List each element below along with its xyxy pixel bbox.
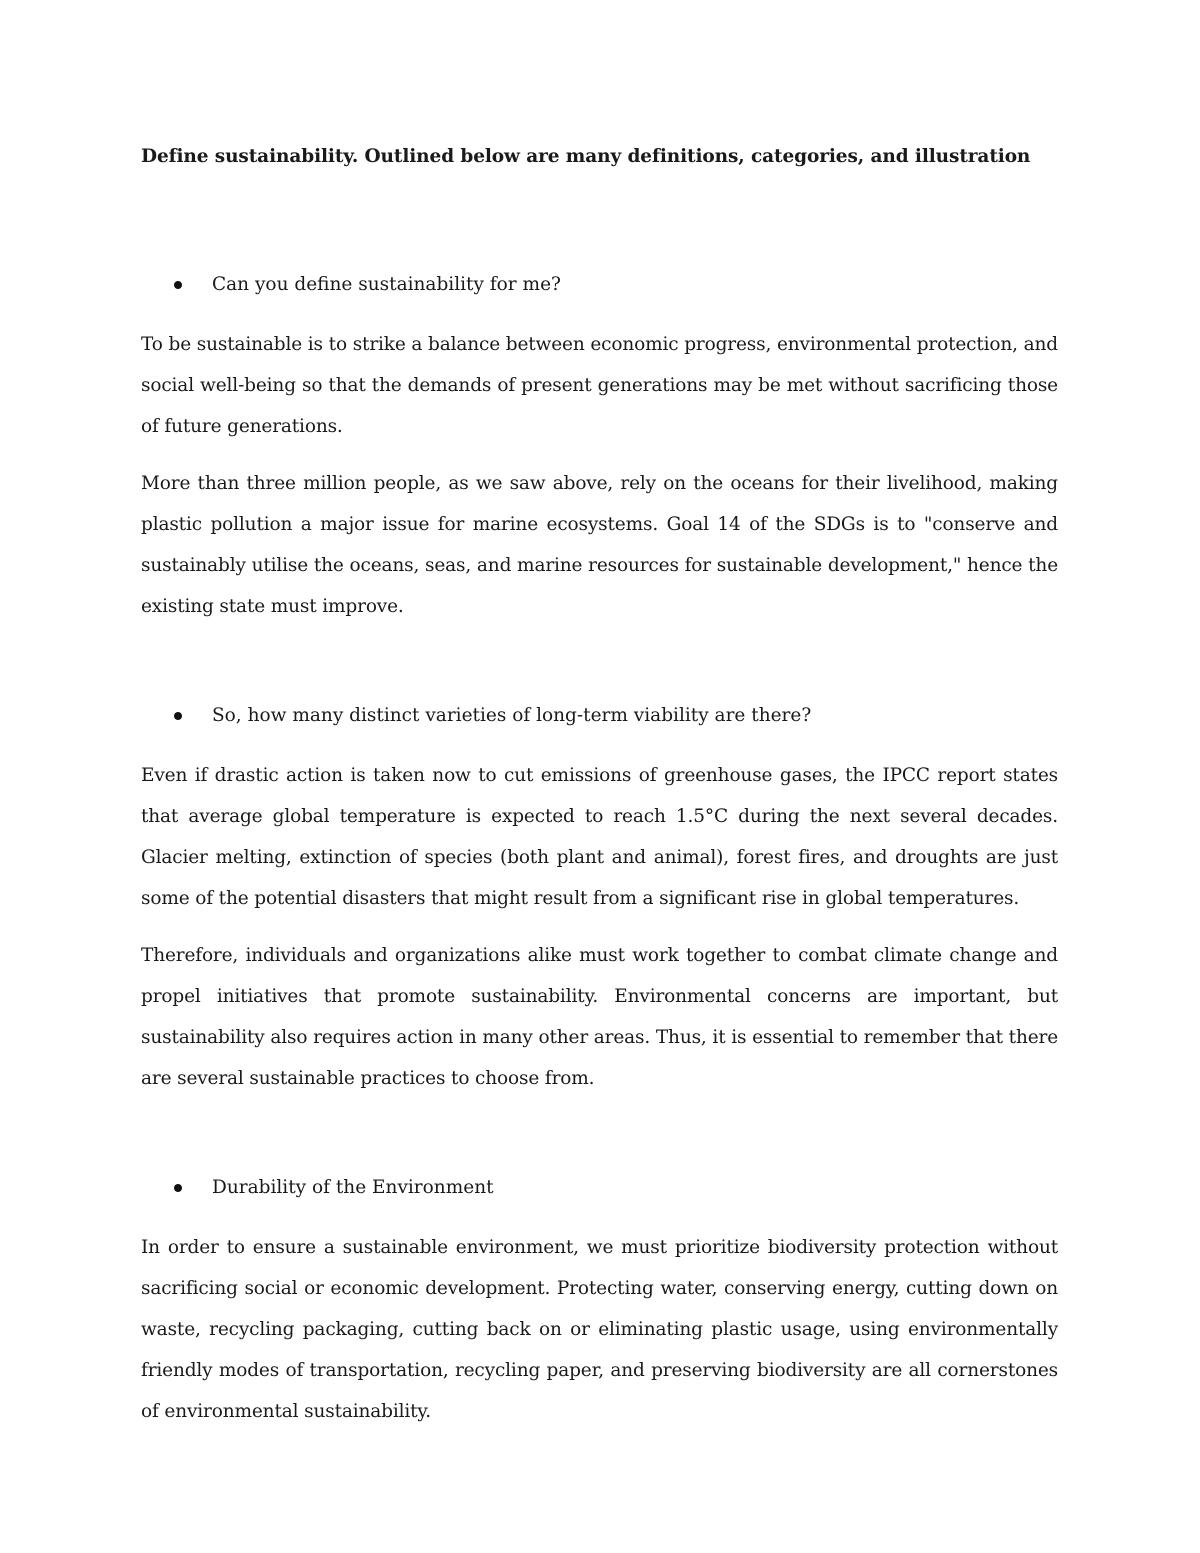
section-definition	[141, 268, 1058, 627]
paragraph: In order to ensure a sustainable environment, we must prioritize biodiversity protection without sacrificing social or economic development. Protecting water, conserving energy, cutting down on waste, recycling packaging, cutting back on or eliminating plastic usage, using environmentally friendly modes of transportation, recycling paper, and preserving biodiversity are all cornerstones of environmental sustainability.	[141, 1237, 1058, 1422]
bullet-item	[141, 268, 1058, 302]
paragraph: More than three million people, as we saw above, rely on the oceans for their livelihood, making plastic pollution a major issue for marine ecosystems. Goal 14 of the SDGs is to "conserve and sustainably utilise the oceans, seas, and marine resources for sustainable development," hence the existing state must improve.	[141, 473, 1058, 617]
paragraph: Therefore, individuals and organizations alike must work together to combat climate change and propel initiatives that promote sustainability. Environmental concerns are important, but sustainability also requires action in many other areas. Thus, it is essential to remember that there are several sustainable practices to choose from.	[141, 945, 1058, 1089]
document-title: Define sustainability. Outlined below are many definitions, categories, and illustration	[141, 146, 1031, 167]
document-body	[141, 140, 1058, 1448]
bullet-dot-icon	[174, 1184, 182, 1192]
section-varieties	[141, 699, 1058, 1099]
bullet-text: So, how many distinct varieties of long-term viability are there?	[212, 705, 812, 726]
bullet-item	[141, 699, 1058, 733]
bullet-text: Durability of the Environment	[212, 1177, 494, 1198]
section-environment	[141, 1171, 1058, 1432]
paragraph: Even if drastic action is taken now to cut emissions of greenhouse gases, the IPCC report states that average global temperature is expected to reach 1.5°C during the next several decades. Glacier melting, extinction of species (both plant and animal), forest fires, and droughts are just some of the potential disasters that might result from a significant rise in global temperatures.	[141, 765, 1058, 909]
bullet-item	[141, 1171, 1058, 1205]
bullet-dot-icon	[174, 281, 182, 289]
paragraph: To be sustainable is to strike a balance between economic progress, environmental protection, and social well-being so that the demands of present generations may be met without sacrificing those of future generations.	[141, 334, 1058, 437]
bullet-text: Can you define sustainability for me?	[212, 274, 561, 295]
bullet-dot-icon	[174, 712, 182, 720]
